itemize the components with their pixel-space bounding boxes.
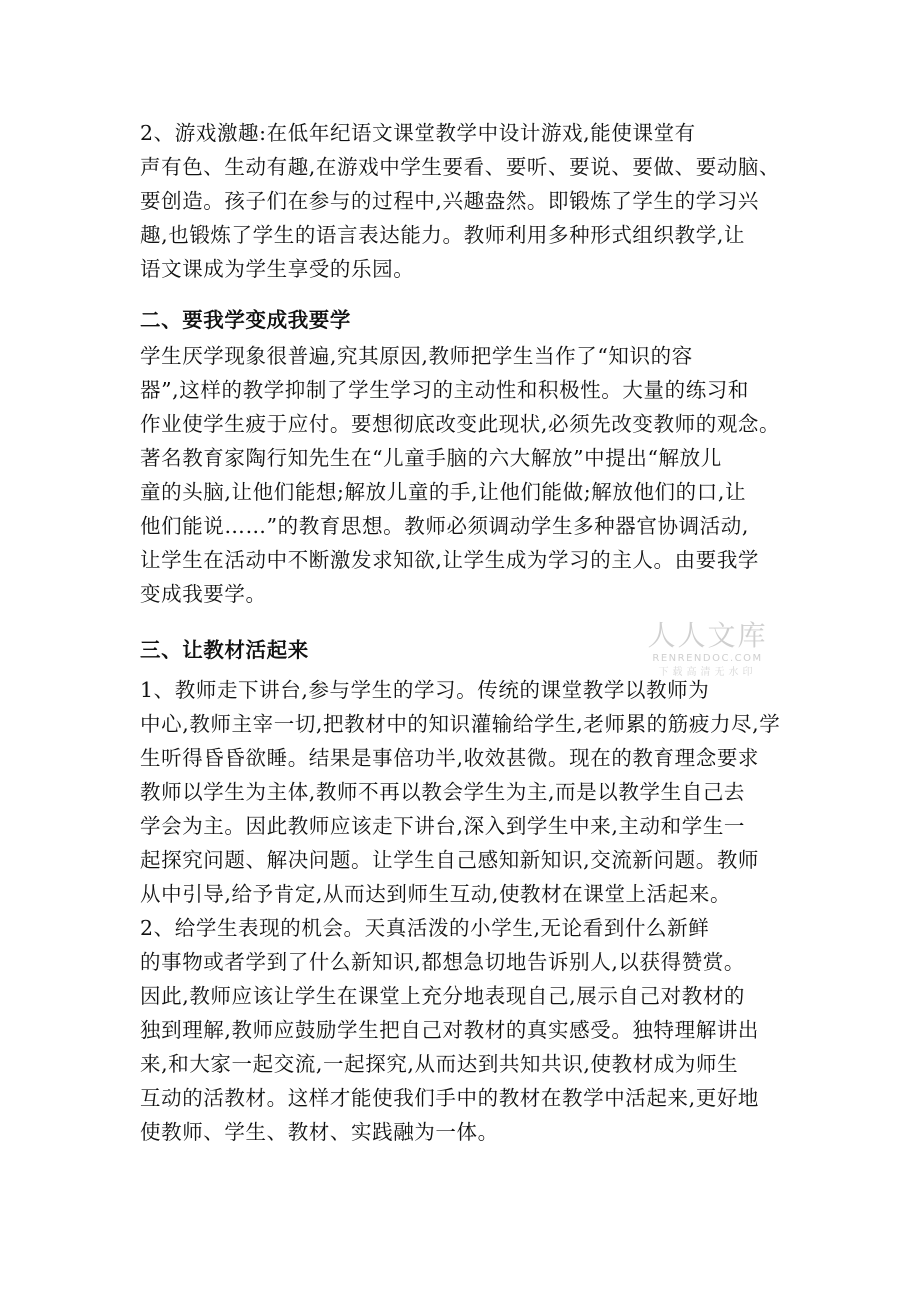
text-line: 1、教师走下讲台,参与学生的学习。传统的课堂教学以教师为 [140,678,710,702]
text-line: 学生厌学现象很普遍,究其原因,教师把学生当作了“知识的容 [140,344,693,368]
text-line: 生听得昏昏欲睡。结果是事倍功半,收效甚微。现在的教育理念要求 [140,746,760,770]
text-line: 互动的活教材。这样才能使我们手中的教材在教学中活起来,更好地 [140,1086,760,1110]
paragraph-learning-attitude [140,339,820,611]
watermark-tagline: 下载高清无水印 [658,667,757,678]
text-line: 2、游戏激趣:在低年纪语文课堂教学中设计游戏,能使课堂有 [140,121,696,145]
text-line: 2、给学生表现的机会。天真活泼的小学生,无论看到什么新鲜 [140,916,710,940]
text-line: 童的头脑,让他们能想;解放儿童的手,让他们能做;解放他们的口,让 [140,480,747,504]
text-line: 独到理解,教师应鼓励学生把自己对教材的真实感受。独特理解讲出 [140,1018,760,1042]
text-line: 语文课成为学生享受的乐园。 [140,257,415,281]
text-line: 从中引导,给予肯定,从而达到师生互动,使教材在课堂上活起来。 [140,882,732,906]
text-line: 变成我要学。 [140,582,267,606]
text-line: 的事物或者学到了什么新知识,都想急切地告诉别人,以获得赞赏。 [140,950,746,974]
text-line: 让学生在活动中不断激发求知欲,让学生成为学习的主人。由要我学 [140,548,760,572]
text-line: 起探究问题、解决问题。让学生自己感知新知识,交流新问题。教师 [140,848,760,872]
watermark-title: 人人文库 [647,619,768,652]
text-line: 声有色、生动有趣,在游戏中学生要看、要听、要说、要做、要动脑、 [140,155,781,179]
section-heading-2 [140,303,820,337]
text-line: 因此,教师应该让学生在课堂上充分地表现自己,展示自己对教材的 [140,984,746,1008]
text-line: 著名教育家陶行知先生在“儿童手脑的六大解放”中提出“解放儿 [140,446,722,470]
paragraph-lively-textbook [140,673,820,1149]
watermark-domain: RENRENDOC.COM [652,653,763,664]
text-line: 要创造。孩子们在参与的过程中,兴趣盎然。即锻炼了学生的学习兴 [140,189,760,213]
text-line: 趣,也锻炼了学生的语言表达能力。教师利用多种形式组织教学,让 [140,223,746,247]
text-line: 来,和大家一起交流,一起探究,从而达到共知共识,使教材成为师生 [140,1052,739,1076]
text-line: 作业使学生疲于应付。要想彻底改变此现状,必须先改变教师的观念。 [140,412,781,436]
paragraph-game-interest [140,116,820,286]
watermark-logo [640,620,775,680]
text-line: 学会为主。因此教师应该走下讲台,深入到学生中来,主动和学生一 [140,814,746,838]
text-line: 教师以学生为主体,教师不再以教会学生为主,而是以教学生自己去 [140,780,746,804]
heading-text: 二、要我学变成我要学 [140,308,351,332]
text-line: 中心,教师主宰一切,把教材中的知识灌输给学生,老师累的筋疲力尽,学 [140,712,781,736]
text-line: 他们能说……”的教育思想。教师必须调动学生多种器官协调活动, [140,514,749,538]
text-line: 使教师、学生、教材、实践融为一体。 [140,1120,499,1144]
heading-text: 三、让教材活起来 [140,638,309,662]
text-line: 器”,这样的教学抑制了学生学习的主动性和积极性。大量的练习和 [140,378,749,402]
